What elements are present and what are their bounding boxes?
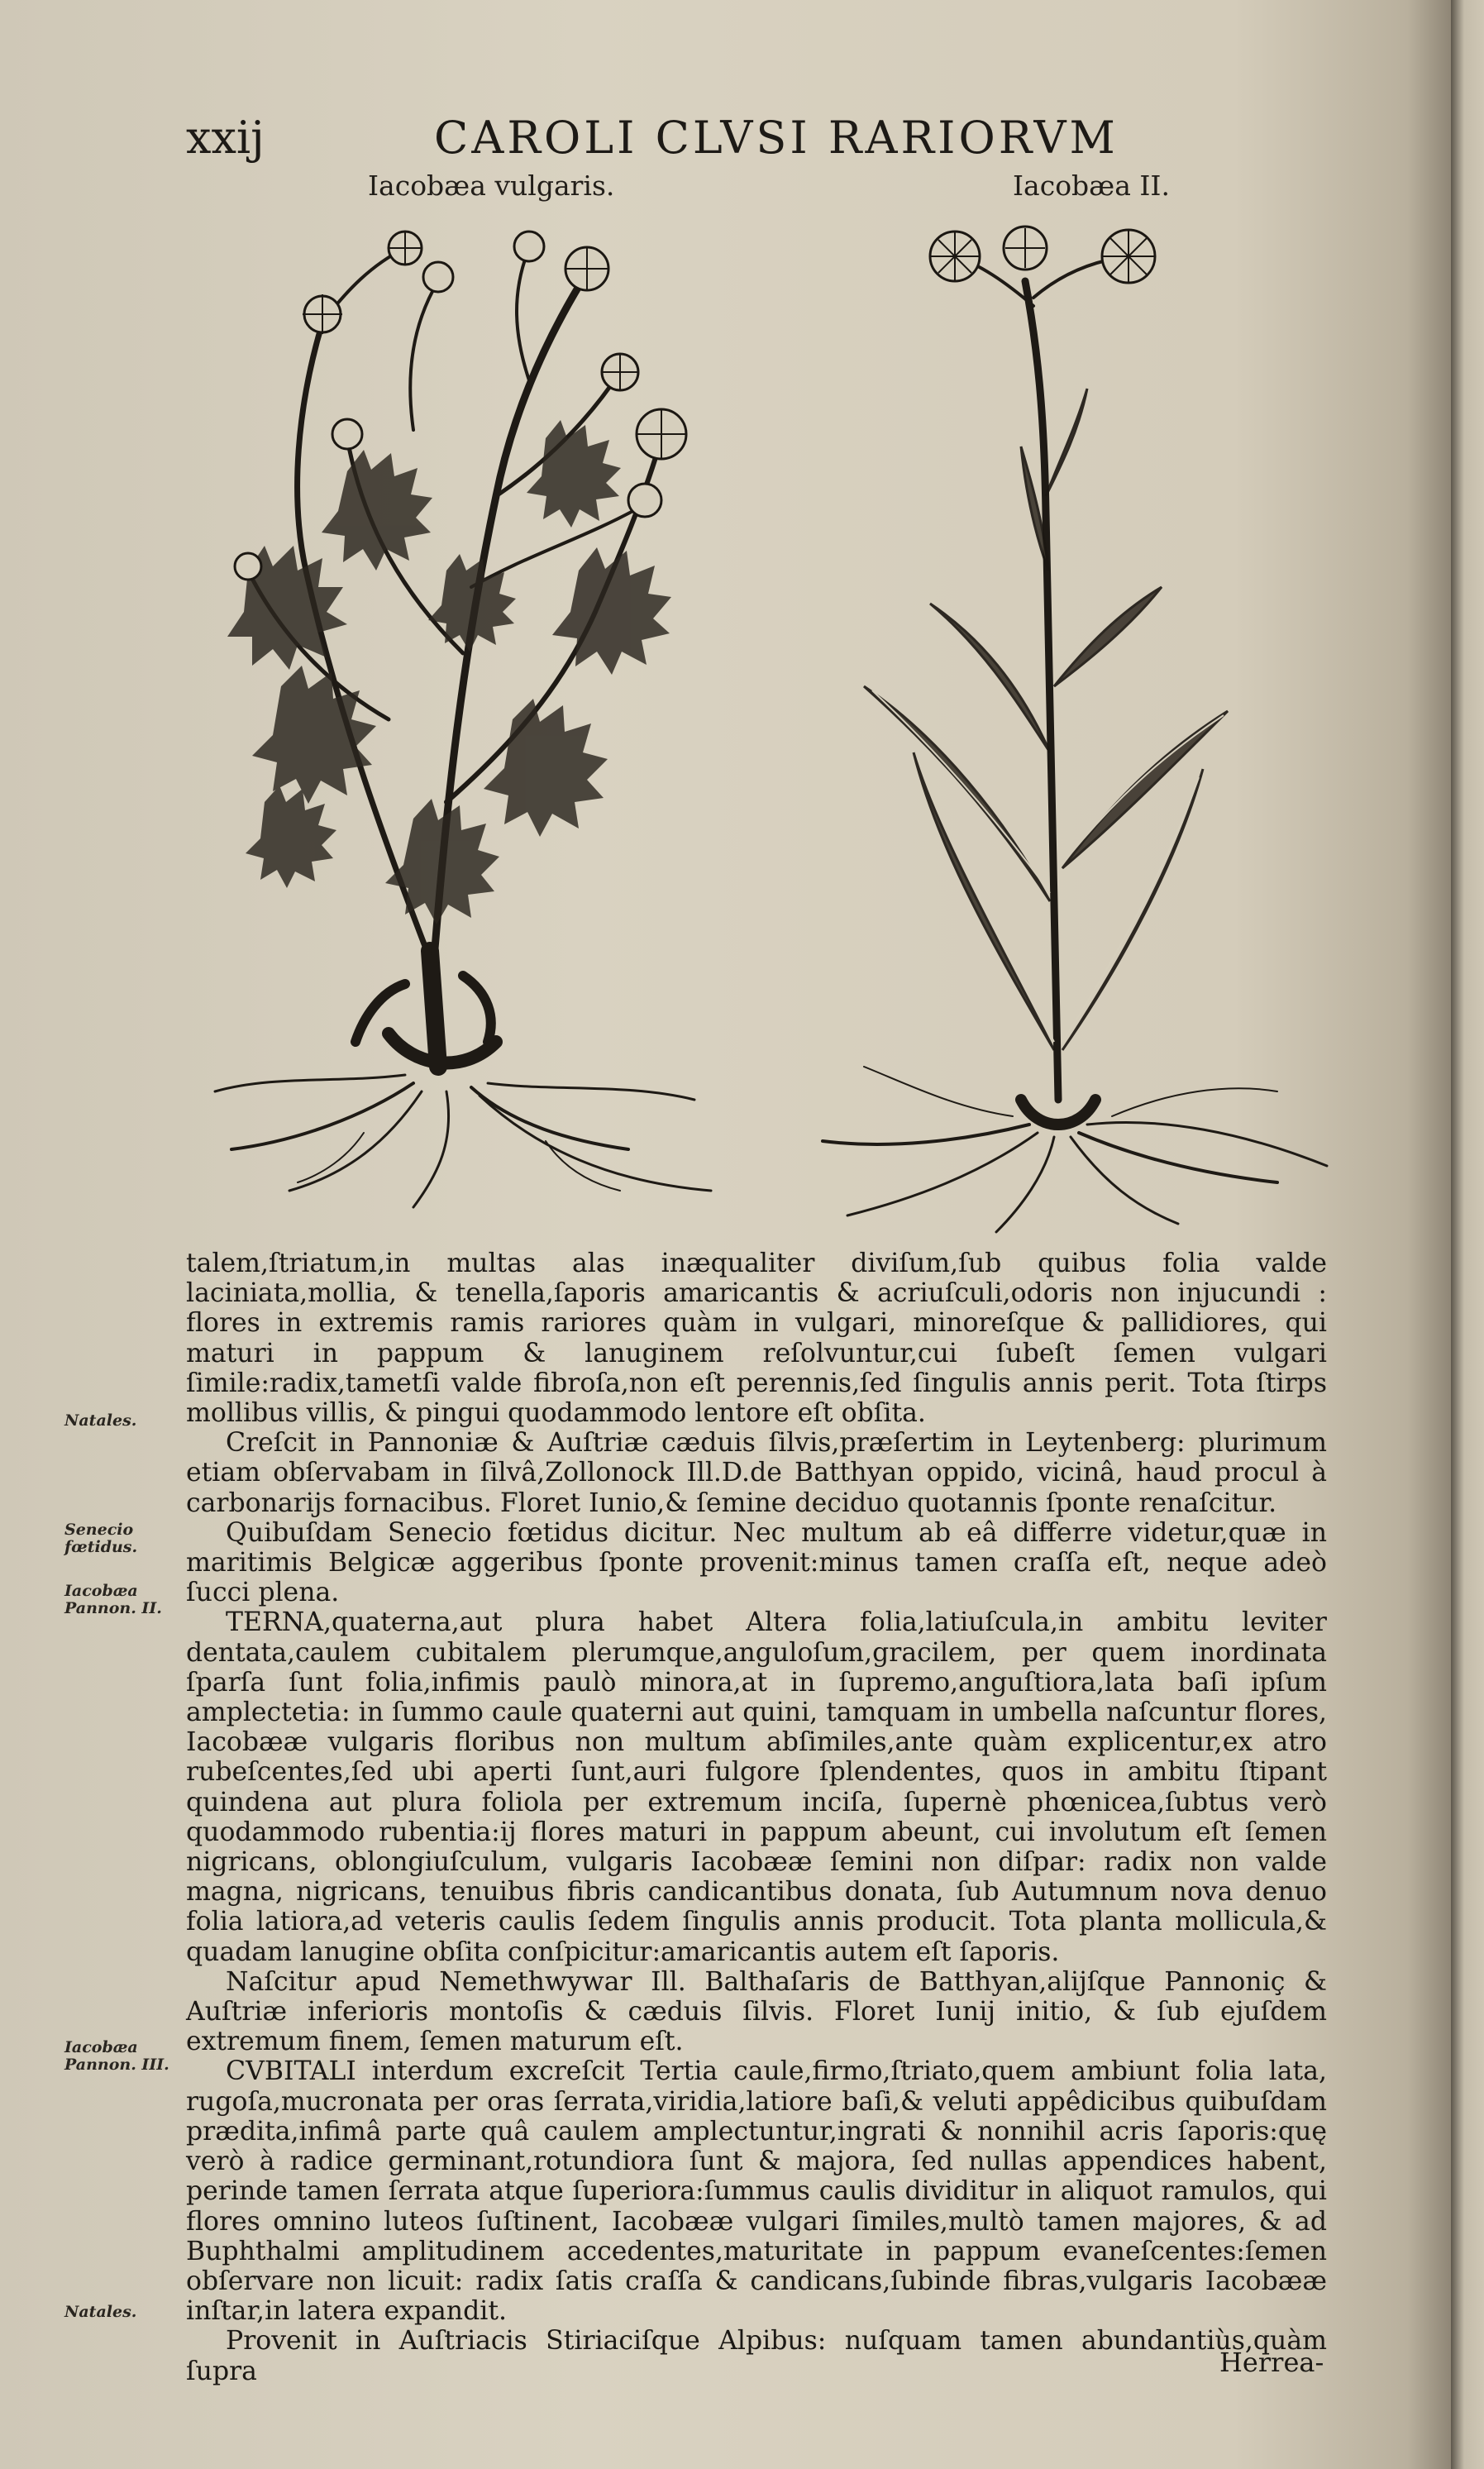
jacobaea-ii-woodcut-icon [814,223,1343,1240]
body-text [186,1249,1327,2386]
paragraph: Provenit in Auſtriacis Stiriaciſque Alpibus: nuſquam tamen abundantiùs,quàm ſupra [186,2326,1327,2386]
paragraph: CVBITALI interdum excreſcit Tertia caule,firmo,ſtriato,quem ambiunt folia lata, rugoſa,mucronata per oras ſerrata,viridia,latiore baſi,& veluti appêdicibus quibuſdam prædita,infimâ parte quâ caulem amplectuntur,ingrati & nonnihil acris ſaporis:quę verò à radice germinant,rotundiora ſunt & majora, ſed nullas appendices habent, perinde tamen ſerrata atque ſuperiora:ſummus caulis dividitur in aliquot ramulos, qui flores omnino luteos ſuſtinent, Iacobææ vulgari ſimiles,multò tamen majores, & ad Buphthalmi amplitudinem accedentes,maturitate in pappum evaneſcentes:ſemen obſervare non licuit: radix ſatis craſſa & candicans,ſubinde fibras,vulgaris Iacobææ inſtar,in latera expandit. [186,2056,1327,2327]
paragraph: Naſcitur apud Nemethwywar Ill. Balthaſaris de Batthyan,alijſque Pannoniç & Auſtriæ inferioris montoſis & cæduis ſilvis. Floret Iunij initio, & ſub ejuſdem extremum finem, ſemen maturum eſt. [186,1966,1327,2057]
margin-note: Iacobæa Pannon. II. [64,1582,162,1617]
adjacent-page-edge [1451,0,1484,2469]
caption-right: Iacobæa II. [1013,170,1170,202]
paragraph: Creſcit in Pannoniæ & Auſtriæ cæduis ſilvis,præſertim in Leytenberg: plurimum etiam obſervabam in ſilvâ,Zollonock Ill.D.de Batthyan oppido, vicinâ, haud procul à carbonarijs fornacibus. Floret Iunio,& ſemine deciduo quotannis ſponte renaſcitur. [186,1428,1327,1518]
margin-note: Senecio fœtidus. [64,1521,138,1556]
catchword: Herrea- [1219,2347,1324,2378]
paragraph: talem,ſtriatum,in multas alas inæqualiter diviſum,ſub quibus folia valde laciniata,mollia, & tenella,ſaporis amaricantis & acriuſculi,odoris non injucundi : flores in extremis ramis rariores quàm in vulgari, minoreſque & pallidiores, qui maturi in pappum & lanuginem reſolvuntur,cui ſubeſt ſemen vulgari ſimile:radix,tametſi valde fibroſa,non eſt perennis,ſed ſingulis annis perit. Tota ſtirps mollibus villis, & pingui quodammodo lentore eſt obſita. [186,1249,1327,1429]
folio-number: xxij [186,112,265,164]
margin-note: Natales. [64,2303,137,2321]
margin-note: Natales. [64,1411,137,1430]
margin-note: Iacobæa Pannon. III. [64,2038,169,2074]
caption-left: Iacobæa vulgaris. [368,170,615,202]
paragraph: TERNA,quaterna,aut plura habet Altera folia,latiuſcula,in ambitu leviter dentata,caulem cubitalem plerumque,anguloſum,gracilem, per quem inordinata ſparſa ſunt folia,infimis paulò minora,at in ſupremo,anguſtiora,lata baſi ipſum amplectetia: in ſummo caule quaterni aut quini, tamquam in umbella naſcuntur flores, Iacobææ vulgaris floribus non multum abſimiles,ante quàm explicentur,ex atro rubeſcentes,ſed ubi aperti ſunt,auri fulgore ſplendentes, quos in ambitu ſtipant quindena aut plura foliola per extremum inciſa, ſupernè phœnicea,ſubtus verò quodammodo rubentia:ij flores maturi in pappum abeunt, cui involutum eſt ſemen nigricans, oblongiuſculum, vulgaris Iacobææ ſemini non diſpar: radix non valde magna, nigricans, tenuibus fibris candicantibus donata, ſub Autumnum nova denuo folia latiora,ad veteris caulis ſedem ſingulis annis producit. Tota planta mollicula,& quadam lanugine obſita conſpicitur:amaricantis autem eſt ſaporis. [186,1607,1327,1967]
illustration-left-svg [198,223,752,1215]
jacobaea-vulgaris-woodcut-icon [198,223,752,1215]
illustration-right-svg [814,223,1343,1240]
paragraph: Quibuſdam Senecio fœtidus dicitur. Nec multum ab eâ differre videtur,quæ in maritimis Belgicæ aggeribus ſponte provenit:minus tamen craſſa eſt, neque adeò ſucci plena. [186,1517,1327,1608]
running-title: CAROLI CLVSI RARIORVM [434,112,1119,164]
